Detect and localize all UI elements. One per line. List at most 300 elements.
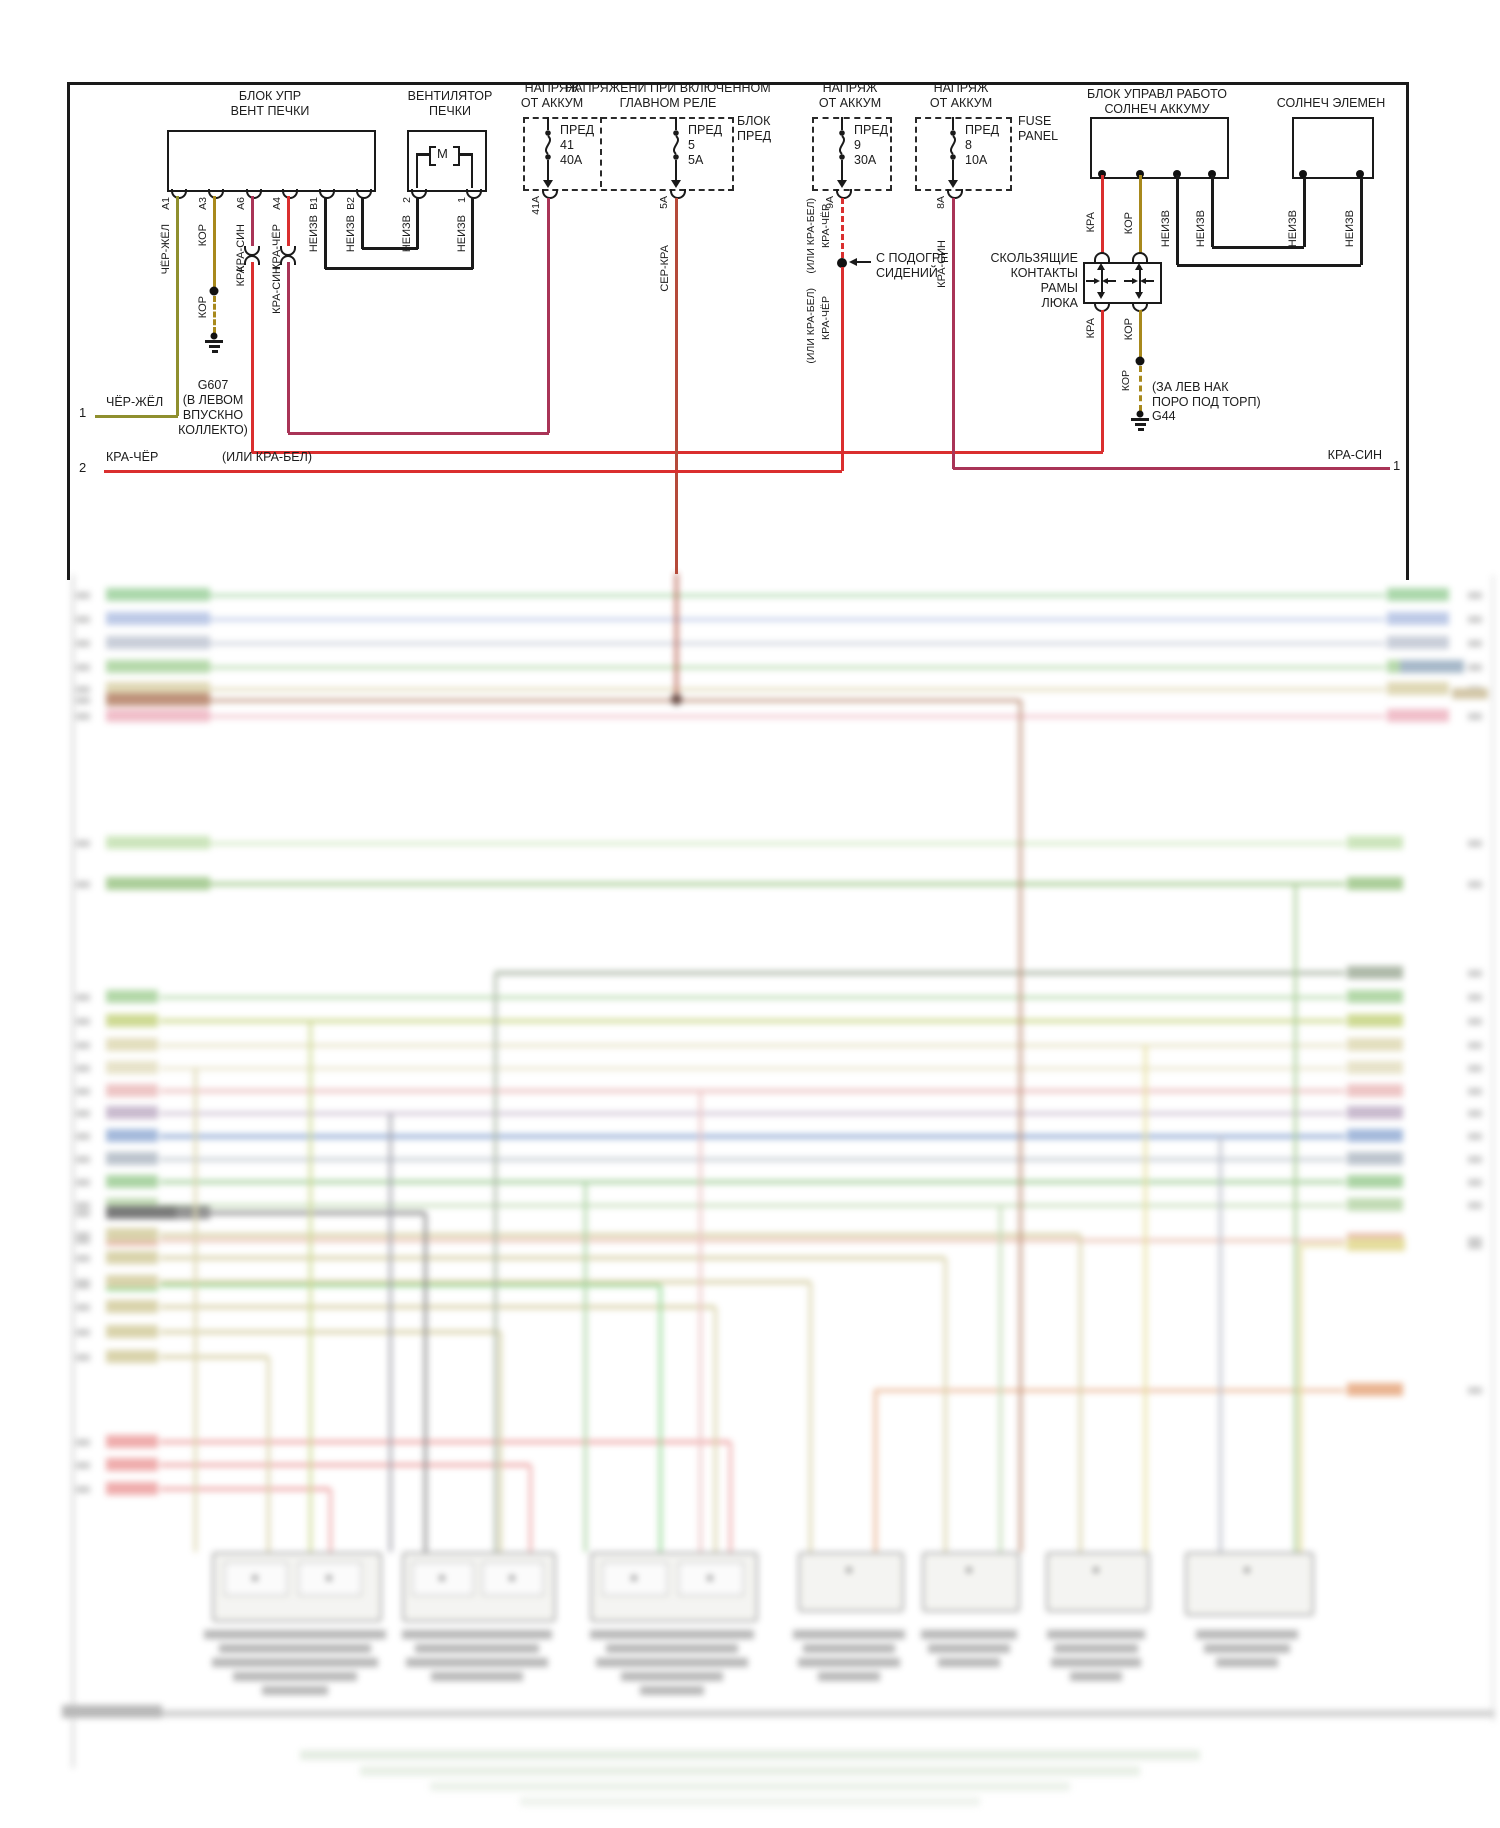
blurred-connector-dot [326, 1575, 332, 1581]
blurred-label-blob [1347, 877, 1403, 890]
blurred-pin-tick [76, 1065, 90, 1072]
bus-number-1-left: 1 [79, 405, 87, 420]
blurred-wire-h [1300, 1244, 1345, 1247]
wire-label-or-kra-bel: (ИЛИ КРА-БЕЛ) [805, 198, 817, 274]
arrow-up-icon [1097, 263, 1105, 270]
fuse-5-amp: 5А [688, 153, 704, 167]
batt-voltage2-title-2: ОТ АККУМ [818, 96, 882, 110]
blurred-label-blob [106, 636, 210, 649]
fuse-41-amp: 40А [560, 153, 583, 167]
blurred-caption-line [938, 1658, 1000, 1667]
ground-g607-name: G607 [197, 378, 229, 392]
blurred-wire-v [309, 1021, 312, 1552]
blurred-wire-h [160, 1204, 1345, 1207]
ground-g607-loc2: ВПУСКНО [182, 408, 244, 422]
solar-control-title-1: БЛОК УПРАВЛ РАБОТО [1087, 87, 1227, 101]
blurred-label-blob [1347, 990, 1403, 1003]
blurred-wire-h [160, 1158, 1345, 1161]
blurred-wire-h [160, 1305, 715, 1309]
blurred-pin-tick [76, 1018, 90, 1025]
connector-arc [282, 189, 298, 199]
blurred-wire-h [160, 1283, 660, 1287]
blurred-pin-tick [1468, 1133, 1482, 1140]
wire-cher-zhel [95, 415, 178, 418]
wire-label-kra-cher: КРА-ЧЁР [820, 204, 832, 248]
slide-arrow-line [1086, 280, 1094, 282]
blurred-caption-line [793, 1630, 905, 1639]
blurred-wire-v [1019, 700, 1022, 1552]
blurred-connector-dot [509, 1575, 515, 1581]
wire-neizv [416, 197, 419, 249]
wire-cher-zhel [176, 196, 179, 416]
pin-label-a3: А3 [197, 197, 209, 210]
wire-neizv [1303, 175, 1306, 247]
blurred-pin-tick [1468, 1202, 1482, 1209]
wire-kra-sin [251, 196, 254, 246]
blurred-pin-tick [76, 1255, 90, 1262]
fan-title-1: ВЕНТИЛЯТОР [407, 89, 493, 103]
pin-label-41a: 41А [530, 196, 542, 215]
blurred-wire-v [999, 1205, 1002, 1552]
blurred-caption-line [590, 1630, 754, 1639]
blurred-label-blob [106, 836, 210, 849]
wire-label-kra-sin: КРА-СИН [235, 224, 247, 272]
blurred-pin-tick [76, 686, 90, 693]
wire-kra [251, 262, 254, 453]
fuse-9-num: 9 [854, 138, 861, 152]
fuse-9-name: ПРЕД [854, 123, 889, 137]
wire-neizv [1177, 264, 1361, 267]
ground-symbol-g44 [1131, 418, 1149, 421]
blurred-caption-line [818, 1672, 880, 1681]
blurred-wire-h [160, 1112, 1345, 1115]
blurred-pin-tick [76, 881, 90, 888]
bus-label-kra-sin-right: КРА-СИН [1327, 448, 1382, 462]
blurred-wire-h [110, 699, 1020, 702]
relay-voltage-title-2: ГЛАВНОМ РЕЛЕ [619, 96, 717, 110]
blurred-label-blob [1347, 966, 1403, 979]
solar-element-pin-dot [1356, 170, 1364, 178]
blurred-label-blob [1349, 1238, 1405, 1251]
blurred-pin-tick [1468, 1179, 1482, 1186]
motor-symbol: М [437, 146, 448, 161]
blurred-wire-v [1144, 1045, 1147, 1552]
fuse-symbol-41 [540, 117, 556, 189]
blurred-pin-tick [1468, 1088, 1482, 1095]
blurred-label-blob [1347, 1084, 1403, 1097]
wire-kra-cher [841, 267, 844, 471]
wire-kra-cher-dashed [841, 198, 844, 258]
blurred-pin-tick [1468, 1242, 1482, 1249]
fuse-panel-label-2: PANEL [1018, 129, 1059, 143]
blurred-label-blob [1347, 1038, 1403, 1051]
fuse-symbol-5 [668, 117, 684, 189]
wire-neizv [324, 197, 327, 269]
blurred-pin-tick [1468, 1156, 1482, 1163]
blurred-pin-tick [76, 1156, 90, 1163]
blurred-pin-tick [1468, 664, 1482, 671]
blurred-pin-tick [76, 1202, 90, 1209]
wire-label-neizv: НЕИЗВ [456, 215, 468, 253]
blurred-label-blob [1347, 1129, 1403, 1142]
blurred-wire-v [729, 1442, 732, 1552]
blurred-pin-tick [76, 994, 90, 1001]
blurred-label-blob [106, 1278, 158, 1291]
ground-g44-loc1: (ЗА ЛЕВ НАК [1152, 380, 1229, 394]
blurred-wire-h [110, 882, 1345, 886]
wire-label-kra-cher: КРА-ЧЁР [271, 224, 283, 271]
blurred-wire-v [675, 573, 678, 700]
sliding-contacts-label-2: КОНТАКТЫ [1010, 266, 1078, 280]
blurred-caption-line [262, 1686, 328, 1695]
blurred-pin-tick [76, 1329, 90, 1336]
wire-label-neizv: НЕИЗВ [1287, 210, 1299, 248]
fuse-41-name: ПРЕД [560, 123, 595, 137]
fuse-5-num: 5 [688, 138, 695, 152]
blurred-label-blob [1347, 1175, 1403, 1188]
blurred-label-blob [106, 1233, 158, 1246]
frame-left [67, 82, 70, 580]
blurred-wire-h [160, 1134, 1345, 1139]
blurred-wire-v [699, 1091, 702, 1552]
blurred-footer-text [300, 1750, 1200, 1760]
motor-bracket-right [453, 146, 460, 166]
wire-label-neizv: НЕИЗВ [308, 215, 320, 253]
wire-label-kra-cher: КРА-ЧЁР [820, 296, 832, 340]
blurred-label-blob [106, 1014, 158, 1027]
blurred-pin-tick [76, 1486, 90, 1493]
blurred-connector-dot [966, 1567, 972, 1573]
blurred-label-blob [106, 990, 158, 1003]
arrow-up-icon [1135, 263, 1143, 270]
blurred-wire-v [1079, 1235, 1082, 1552]
blurred-caption-line [921, 1630, 1017, 1639]
blurred-wire-v [499, 1332, 502, 1552]
blurred-label-blob [106, 660, 210, 673]
slide-arrow-line [1146, 280, 1154, 282]
blurred-wire-v [194, 1068, 197, 1552]
heater-control-title-1: БЛОК УПР [238, 89, 302, 103]
blurred-wire-v [809, 1282, 812, 1552]
blurred-caption-line [233, 1672, 357, 1681]
blurred-wire-h [160, 1330, 500, 1334]
blurred-wire-v [529, 1465, 532, 1552]
blurred-wire-h [160, 1487, 330, 1491]
ground-symbol-g44 [1138, 428, 1144, 431]
wire-label-kra: КРА [1085, 318, 1097, 339]
pin-label-9a: 9А [824, 196, 836, 209]
bus-number-2-left: 2 [79, 460, 87, 475]
blurred-label-blob [106, 1458, 158, 1471]
wire-kra-sin-41a [547, 198, 550, 433]
blurred-caption-line [204, 1630, 386, 1639]
blurred-wire-v [1299, 1245, 1302, 1552]
fuse-8-name: ПРЕД [965, 123, 1000, 137]
blurred-connector-box [1046, 1552, 1150, 1612]
seat-heating-arrow-line [857, 261, 871, 264]
wire-kor-dashed [1139, 366, 1142, 411]
wire-label-neizv: НЕИЗВ [1344, 210, 1356, 248]
wire-label-neizv: НЕИЗВ [1195, 210, 1207, 248]
wire-label-kra-sin: КРА-СИН [936, 240, 948, 288]
blurred-wire-h [160, 1355, 268, 1359]
blurred-label-blob [106, 709, 210, 722]
blurred-caption-line [640, 1686, 704, 1695]
wire-label-cher-zhel: ЧЁР-ЖЁЛ [160, 224, 172, 275]
blurred-label-blob [106, 1061, 158, 1074]
blurred-pin-tick [1468, 1042, 1482, 1049]
slide-arrow-line [1124, 280, 1132, 282]
wire-kra [1101, 310, 1104, 452]
blurred-label-blob [1347, 1061, 1403, 1074]
ground-dot [211, 333, 218, 340]
blurred-connector-cell [678, 1562, 744, 1596]
blurred-wire-v [329, 1489, 332, 1552]
blurred-wire-h [160, 1239, 1345, 1242]
fuse-symbol-9 [834, 117, 850, 189]
blurred-label-blob [1347, 1383, 1403, 1396]
ground-g44-loc2: ПОРО ПОД ТОРП) [1152, 395, 1261, 409]
blurred-wire-v [389, 1113, 392, 1552]
blurred-wire-h [160, 1019, 1345, 1023]
seat-heating-note-1: С ПОДОГРЕ [876, 251, 949, 265]
arrow-right-icon [1132, 278, 1138, 284]
ground-dot [1137, 411, 1144, 418]
blurred-connector-cell [298, 1562, 362, 1596]
wire-kor-dashed [213, 296, 216, 333]
blurred-pin-tick [76, 1282, 90, 1289]
blurred-pin-tick [1468, 592, 1482, 599]
blurred-caption-line [1216, 1658, 1278, 1667]
blurred-wire-h [160, 1089, 1345, 1093]
pin-label-a1: А1 [160, 197, 172, 210]
blurred-divider [62, 1710, 1495, 1717]
blurred-pin-tick [76, 664, 90, 671]
blurred-connector-dot [631, 1575, 637, 1581]
blurred-pin-tick [76, 697, 90, 704]
pin-label-b2: В2 [345, 197, 357, 210]
blurred-connector-box [798, 1552, 904, 1612]
wire-label-kor: КОР [197, 224, 209, 247]
wire-label-neizv: НЕИЗВ [401, 215, 413, 253]
blurred-wire-v [584, 1182, 587, 1552]
motor-lead [416, 153, 419, 188]
blurred-label-blob [1387, 660, 1449, 673]
wire-neizv [471, 197, 474, 269]
blurred-wire-h [110, 618, 1385, 621]
blurred-wire-h [160, 1067, 1345, 1070]
blurred-wire-v [874, 1390, 877, 1552]
blurred-pin-tick [76, 1179, 90, 1186]
blurred-connector-box [402, 1552, 556, 1622]
blurred-wire-h [110, 666, 1385, 669]
blurred-pin-tick [1468, 1237, 1482, 1244]
blurred-connector-cell [482, 1562, 544, 1596]
wire-label-kra: КРА [235, 266, 247, 287]
blurred-connector-cell [602, 1562, 668, 1596]
blurred-footer-text [520, 1797, 980, 1806]
blurred-pin-tick [1468, 881, 1482, 888]
blurred-caption-line [219, 1644, 371, 1653]
blurred-caption-line [798, 1658, 900, 1667]
fuse-block-separator [600, 117, 602, 187]
wire-label-kor: КОР [1120, 370, 1132, 392]
connector-arc [947, 189, 963, 199]
wire-kra-sin-8a [952, 198, 955, 469]
blurred-wire-h [110, 1211, 425, 1215]
wire-label-neizv: НЕИЗВ [345, 215, 357, 253]
blurred-label-blob [106, 682, 210, 695]
blurred-label-blob [1400, 660, 1464, 673]
fuse-block-label-1: БЛОК [737, 114, 771, 128]
blurred-pin-tick [76, 840, 90, 847]
fuse-8-num: 8 [965, 138, 972, 152]
fuse-41-num: 41 [560, 138, 574, 152]
blurred-label-blob [106, 1198, 158, 1211]
pin-label-8a: 8А [935, 196, 947, 209]
sliding-contacts-label-4: ЛЮКА [1041, 296, 1078, 310]
blurred-label-blob [1347, 1106, 1403, 1119]
ground-g607-loc3: КОЛЛЕКТО) [178, 423, 248, 437]
blurred-wire-v [1294, 884, 1297, 1552]
blurred-wire-h [110, 688, 1385, 691]
blurred-wire-h [110, 642, 1385, 645]
seat-heating-note-2: СИДЕНИЙ [876, 266, 938, 280]
blurred-label-blob [1347, 1014, 1403, 1027]
blurred-label-blob [1349, 1384, 1397, 1396]
blurred-wire-v [714, 1307, 717, 1552]
heater-control-title-2: ВЕНТ ПЕЧКИ [230, 104, 310, 118]
blurred-label-blob [106, 1251, 158, 1264]
blurred-label-blob [1387, 709, 1449, 722]
ground-symbol-g607 [209, 345, 220, 348]
wire-neizv [1211, 175, 1214, 247]
blurred-label-blob [106, 1106, 158, 1119]
blurred-wire-v [424, 1213, 427, 1552]
blurred-pin-tick [76, 1088, 90, 1095]
solar-control-box [1090, 117, 1229, 179]
fuse-panel-label-1: FUSE [1018, 114, 1052, 128]
blurred-pin-tick [76, 1110, 90, 1117]
wire-kor [1139, 175, 1142, 253]
blurred-pin-tick [76, 1354, 90, 1361]
batt-voltage-title-1: НАПРЯЖ [524, 81, 580, 95]
blurred-label-blob [1387, 588, 1449, 601]
blurred-connector-box [1185, 1552, 1314, 1616]
slide-arrow-line [1108, 280, 1116, 282]
wire-neizv [325, 267, 473, 270]
blurred-connector-box [590, 1552, 758, 1622]
blurred-label-blob [106, 1152, 158, 1165]
pin-label-b1: В1 [308, 197, 320, 210]
fuse-9-amp: 30А [854, 153, 877, 167]
blurred-label-blob [1452, 688, 1488, 699]
ground-symbol-g607 [212, 350, 218, 353]
blurred-label-blob [1347, 836, 1403, 849]
blurred-wire-h [110, 842, 1345, 845]
blurred-wire-h [160, 996, 1345, 999]
blurred-caption-line [402, 1630, 552, 1639]
arrow-left-icon [1102, 278, 1108, 284]
wire-label-or-kra-bel: (ИЛИ КРА-БЕЛ) [805, 288, 817, 364]
blurred-pin-tick [1468, 616, 1482, 623]
connector-arc [836, 189, 852, 199]
motor-lead [471, 153, 474, 188]
blurred-label-blob [106, 1325, 158, 1338]
blurred-caption-line [596, 1658, 748, 1667]
blurred-label-blob [106, 1350, 158, 1363]
arrow-down-icon [1097, 292, 1105, 299]
blurred-pin-tick [1468, 994, 1482, 1001]
blurred-label-blob [106, 1206, 210, 1219]
fan-title-2: ПЕЧКИ [429, 104, 471, 118]
blurred-caption-line [606, 1644, 738, 1653]
blurred-footer-text [360, 1766, 1140, 1776]
blurred-pin-tick [76, 1439, 90, 1446]
blurred-label-blob [1347, 1238, 1403, 1251]
motor-bracket-left [429, 146, 436, 166]
connector-arc [246, 189, 262, 199]
arrow-left-icon [1140, 278, 1146, 284]
blurred-connector-dot [1093, 1567, 1099, 1573]
batt-voltage-title-2: ОТ АККУМ [520, 96, 584, 110]
blurred-caption-line [212, 1658, 378, 1667]
blurred-wire-h [160, 1256, 945, 1260]
blurred-wire-h [160, 1180, 1345, 1184]
wire-label-kor: КОР [197, 296, 209, 319]
blurred-caption-line [621, 1672, 723, 1681]
wire-kra-sin-bus-right [953, 467, 1390, 470]
arrow-left-icon [849, 258, 857, 266]
blurred-connector-box [922, 1552, 1020, 1612]
fuse-block-label-2: ПРЕД [737, 129, 772, 143]
blurred-pin-tick [76, 1304, 90, 1311]
blurred-label-blob [106, 877, 210, 890]
wire-label-ser-kra: СЕР-КРА [659, 245, 671, 292]
blurred-label-blob [106, 1228, 158, 1241]
wire-kra-bus [252, 451, 1103, 454]
blurred-pin-tick [76, 1232, 90, 1239]
connector-arc [466, 189, 482, 199]
blurred-border-right [1492, 575, 1494, 1722]
wire-ser-kra [675, 198, 678, 574]
inline-connector [1094, 252, 1110, 262]
pin-label-a6: А6 [235, 197, 247, 210]
blurred-pin-tick [1468, 1387, 1482, 1394]
connector-arc [171, 189, 187, 199]
blurred-connector-box [212, 1552, 382, 1622]
blurred-label-blob [106, 1435, 158, 1448]
blurred-label-blob [106, 1175, 158, 1188]
blurred-wire-v [494, 973, 497, 1552]
blurred-pin-tick [1468, 970, 1482, 977]
wire-kor [1139, 310, 1142, 361]
wire-label-kor: КОР [1123, 212, 1135, 235]
relay-voltage-title-1: НАПРЯЖЕНИ ПРИ ВКЛЮЧЕННОМ [565, 81, 771, 95]
blurred-connector-dot [846, 1567, 852, 1573]
blurred-pin-tick [76, 1133, 90, 1140]
junction-dot [1136, 357, 1145, 366]
connector-arc [208, 189, 224, 199]
blurred-wire-h [160, 1233, 1080, 1237]
blurred-label-blob [106, 1129, 158, 1142]
bus-label-cher-zhel: ЧЁР-ЖЁЛ [106, 395, 164, 409]
blurred-caption-line [1054, 1644, 1138, 1653]
motor-lead [458, 153, 471, 156]
blurred-caption-line [431, 1672, 523, 1681]
blurred-wire-v [267, 1357, 270, 1552]
inline-connector [1132, 252, 1148, 262]
